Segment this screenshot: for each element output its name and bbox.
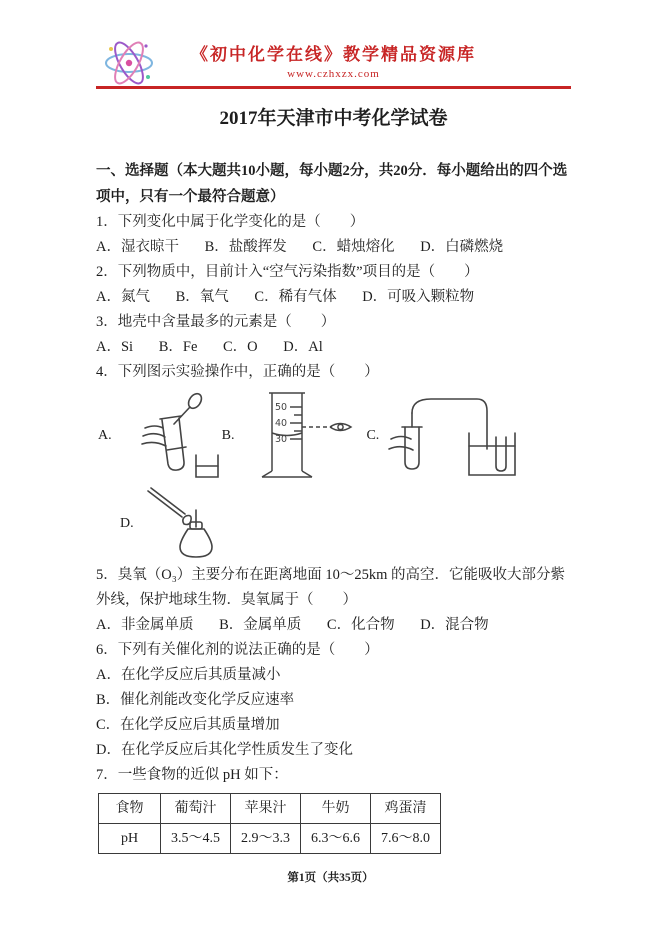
lighting-alcohol-lamp-image [138, 485, 238, 561]
option-a: A．湿衣晾干 [96, 239, 179, 255]
ph-table-cell: 3.5～4.5 [161, 824, 231, 854]
ph-table-cell: 7.6～8.0 [371, 824, 441, 854]
header-text [96, 36, 571, 80]
graduated-cylinder-reading-image [238, 389, 364, 481]
ph-table-cell: pH [99, 824, 161, 854]
ph-table-cell: 葡萄汁 [161, 794, 231, 824]
site-url: www.czhxzx.com [287, 68, 380, 80]
gas-delivery-into-beaker-image [383, 389, 529, 481]
figure-d-label: D. [120, 515, 134, 531]
option-d: D．混合物 [420, 617, 489, 633]
option-d: D．Al [283, 339, 323, 355]
exam-title: 2017年天津市中考化学试卷 [219, 108, 448, 129]
cylinder-mark-40: 40 [275, 418, 288, 429]
header-divider [96, 86, 571, 89]
option-b: B．Fe [158, 339, 198, 355]
question-4-figures-row-2 [118, 485, 571, 561]
ph-table-cell: 牛奶 [301, 794, 371, 824]
section-heading: 一、选择题（本大题共10小题，每小题2分，共20分．每小题给出的四个选项中，只有一个最符合题意） [96, 163, 568, 205]
question-4-text: 4．下列图示实验操作中，正确的是（ ） [96, 364, 379, 380]
question-5-text: 5．臭氧（O₃）主要分布在距离地面 10～25km 的高空．它能吸收大部分紫外线，保护地球生物．臭氧属于（ ） [96, 567, 566, 608]
question-7 [96, 763, 571, 854]
question-2 [96, 260, 571, 310]
question-5 [96, 563, 571, 638]
question-4-figures-row-1 [96, 389, 571, 481]
figure-c [364, 389, 529, 481]
figure-b-label: B. [221, 427, 235, 443]
figure-d [118, 485, 238, 561]
dropper-into-test-tube-image [116, 389, 220, 481]
ph-table-cell: 2.9～3.3 [231, 824, 301, 854]
question-3-text: 3．地壳中含量最多的元素是（ ） [96, 314, 336, 330]
question-3 [96, 310, 571, 360]
option-c: C．稀有气体 [254, 289, 337, 305]
figure-a [96, 389, 220, 481]
site-title: 《初中化学在线》教学精品资源库 [191, 45, 476, 64]
ph-table-value-row [99, 824, 441, 854]
question-1-text: 1．下列变化中属于化学变化的是（ ） [96, 214, 365, 230]
figure-b [220, 389, 365, 481]
option-c: C．化合物 [326, 617, 395, 633]
option-a: A．Si [96, 339, 134, 355]
figure-c-label: C. [366, 427, 380, 443]
question-4 [96, 360, 571, 561]
option-b: B．催化剂能改变化学反应速率 [96, 692, 295, 708]
figure-a-label: A. [98, 427, 112, 443]
option-a: A．在化学反应后其质量减小 [96, 667, 281, 683]
option-c: C．在化学反应后其质量增加 [96, 717, 280, 733]
option-a: A．氮气 [96, 289, 150, 305]
ph-table-cell: 6.3～6.6 [301, 824, 371, 854]
ph-table-cell: 苹果汁 [231, 794, 301, 824]
option-b: B．盐酸挥发 [204, 239, 287, 255]
option-d: D．在化学反应后其化学性质发生了变化 [96, 742, 353, 758]
cylinder-mark-50: 50 [275, 402, 288, 413]
atom-logo-icon [98, 36, 160, 95]
option-d: D．白磷燃烧 [420, 239, 504, 255]
question-5-options [96, 613, 571, 638]
option-b: B．氧气 [175, 289, 229, 305]
cylinder-mark-30: 30 [275, 434, 288, 445]
option-c: C．O [223, 339, 258, 355]
question-1-options [96, 235, 571, 260]
question-2-text: 2．下列物质中，目前计入“空气污染指数”项目的是（ ） [96, 264, 479, 280]
question-7-text: 7．一些食物的近似 pH 如下： [96, 767, 288, 783]
question-1 [96, 210, 571, 260]
question-3-options [96, 335, 571, 360]
option-b: B．金属单质 [219, 617, 302, 633]
ph-table [98, 793, 441, 854]
page-header [96, 36, 571, 90]
option-c: C．蜡烛熔化 [312, 239, 395, 255]
question-6-options [96, 663, 571, 763]
question-2-options [96, 285, 571, 310]
option-a: A．非金属单质 [96, 617, 194, 633]
ph-table-cell: 鸡蛋清 [371, 794, 441, 824]
ph-table-cell: 食物 [99, 794, 161, 824]
question-6 [96, 638, 571, 763]
option-d: D．可吸入颗粒物 [362, 289, 475, 305]
ph-table-header-row [99, 794, 441, 824]
exam-content [96, 158, 571, 854]
page-number: 第1页（共35页） [287, 872, 374, 884]
question-6-text: 6．下列有关催化剂的说法正确的是（ ） [96, 642, 379, 658]
